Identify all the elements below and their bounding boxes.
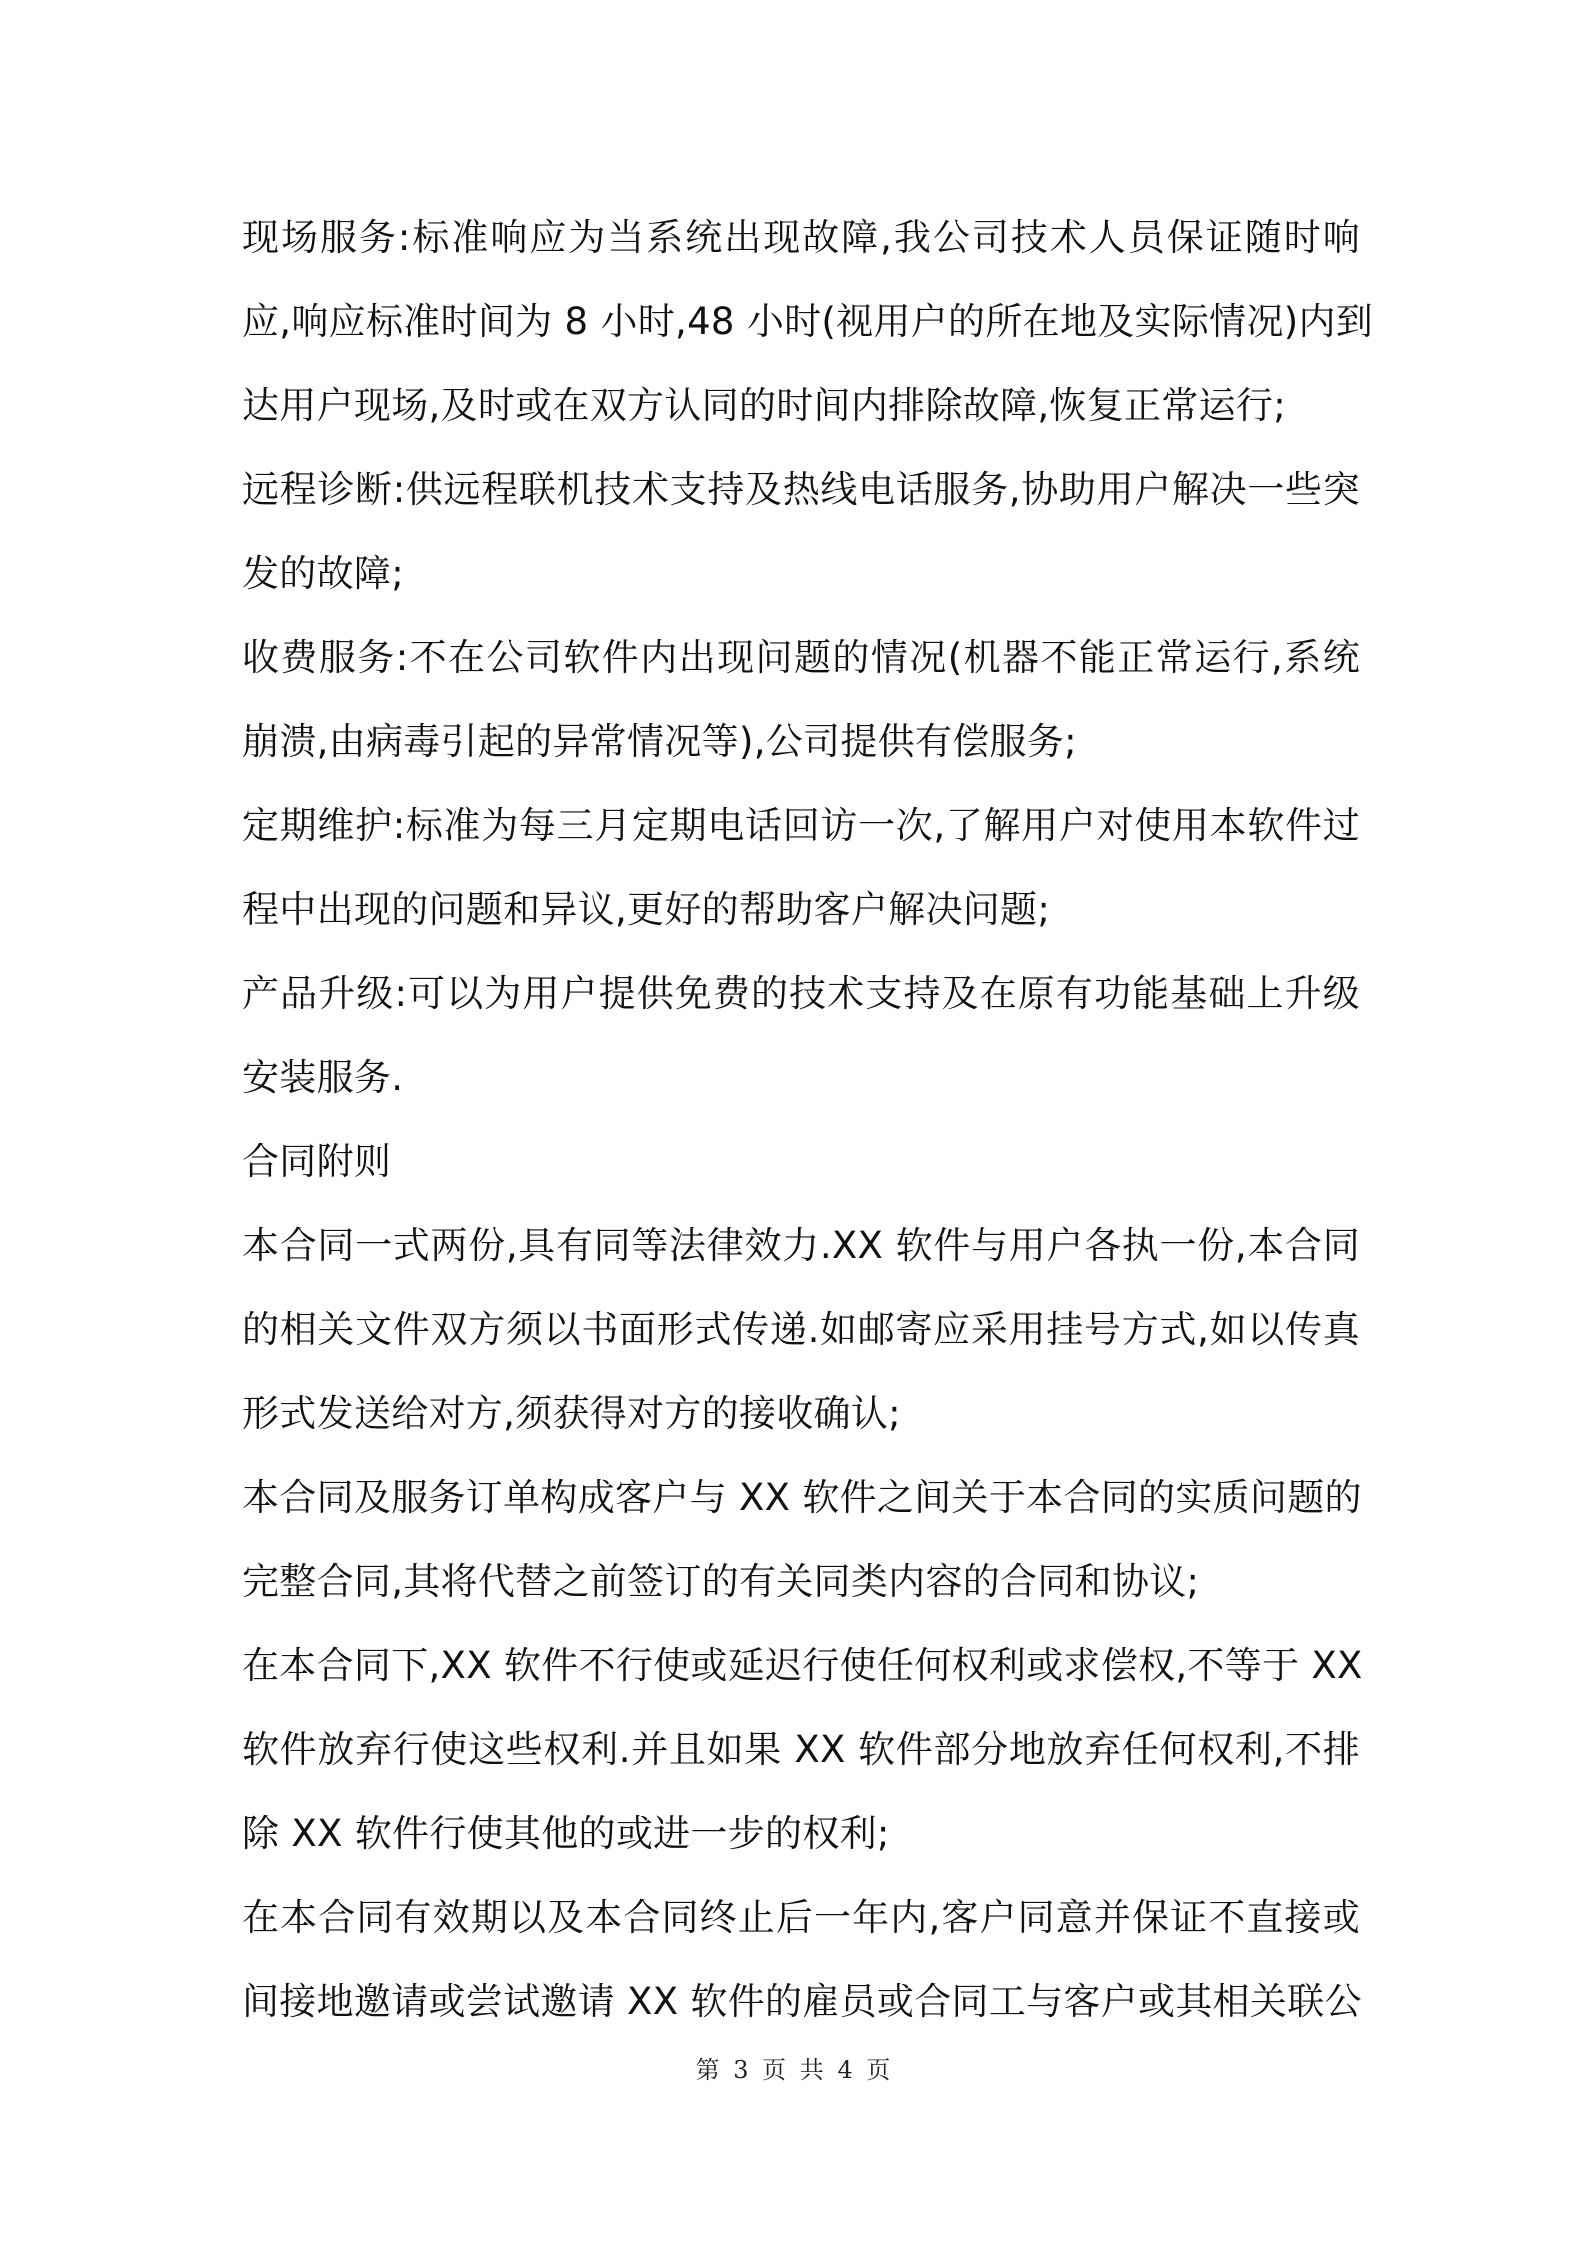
text-line: 远程诊断:供远程联机技术支持及热线电话服务,协助用户解决一些突 bbox=[242, 468, 1360, 511]
text-line: 崩溃,由病毒引起的异常情况等),公司提供有偿服务; bbox=[242, 720, 1077, 763]
text-line: 收费服务:不在公司软件内出现问题的情况(机器不能正常运行,系统 bbox=[242, 636, 1360, 679]
text-line: 形式发送给对方,须获得对方的接收确认; bbox=[242, 1392, 901, 1435]
text-line: 达用户现场,及时或在双方认同的时间内排除故障,恢复正常运行; bbox=[242, 384, 1286, 427]
text-line: 产品升级:可以为用户提供免费的技术支持及在原有功能基础上升级 bbox=[242, 972, 1360, 1015]
text-line: 间接地邀请或尝试邀请 XX 软件的雇员或合同工与客户或其相关联公 bbox=[242, 1980, 1362, 2023]
text-line: 除 XX 软件行使其他的或进一步的权利; bbox=[242, 1812, 890, 1855]
section-heading: 合同附则 bbox=[242, 1140, 392, 1183]
text-line: 在本合同有效期以及本合同终止后一年内,客户同意并保证不直接或 bbox=[242, 1896, 1360, 1939]
text-line: 安装服务. bbox=[242, 1056, 404, 1099]
text-line: 的相关文件双方须以书面形式传递.如邮寄应采用挂号方式,如以传真 bbox=[242, 1308, 1360, 1351]
document-body bbox=[242, 196, 1374, 2044]
text-line: 现场服务:标准响应为当系统出现故障,我公司技术人员保证随时响 bbox=[242, 216, 1360, 259]
text-line: 发的故障; bbox=[242, 552, 404, 595]
text-line: 应,响应标准时间为 8 小时,48 小时(视用户的所在地及实际情况)内到 bbox=[242, 300, 1374, 343]
text-line: 定期维护:标准为每三月定期电话回访一次,了解用户对使用本软件过 bbox=[242, 804, 1360, 847]
text-line: 本合同一式两份,具有同等法律效力.XX 软件与用户各执一份,本合同 bbox=[242, 1224, 1360, 1267]
text-line: 程中出现的问题和异议,更好的帮助客户解决问题; bbox=[242, 888, 1051, 931]
text-line: 完整合同,其将代替之前签订的有关同类内容的合同和协议; bbox=[242, 1560, 1200, 1603]
text-line: 本合同及服务订单构成客户与 XX 软件之间关于本合同的实质问题的 bbox=[242, 1476, 1362, 1519]
text-line: 软件放弃行使这些权利.并且如果 XX 软件部分地放弃任何权利,不排 bbox=[242, 1728, 1360, 1771]
text-line: 在本合同下,XX 软件不行使或延迟行使任何权利或求偿权,不等于 XX bbox=[242, 1644, 1363, 1687]
page-number-footer: 第 3 页 共 4 页 bbox=[695, 2056, 891, 2084]
